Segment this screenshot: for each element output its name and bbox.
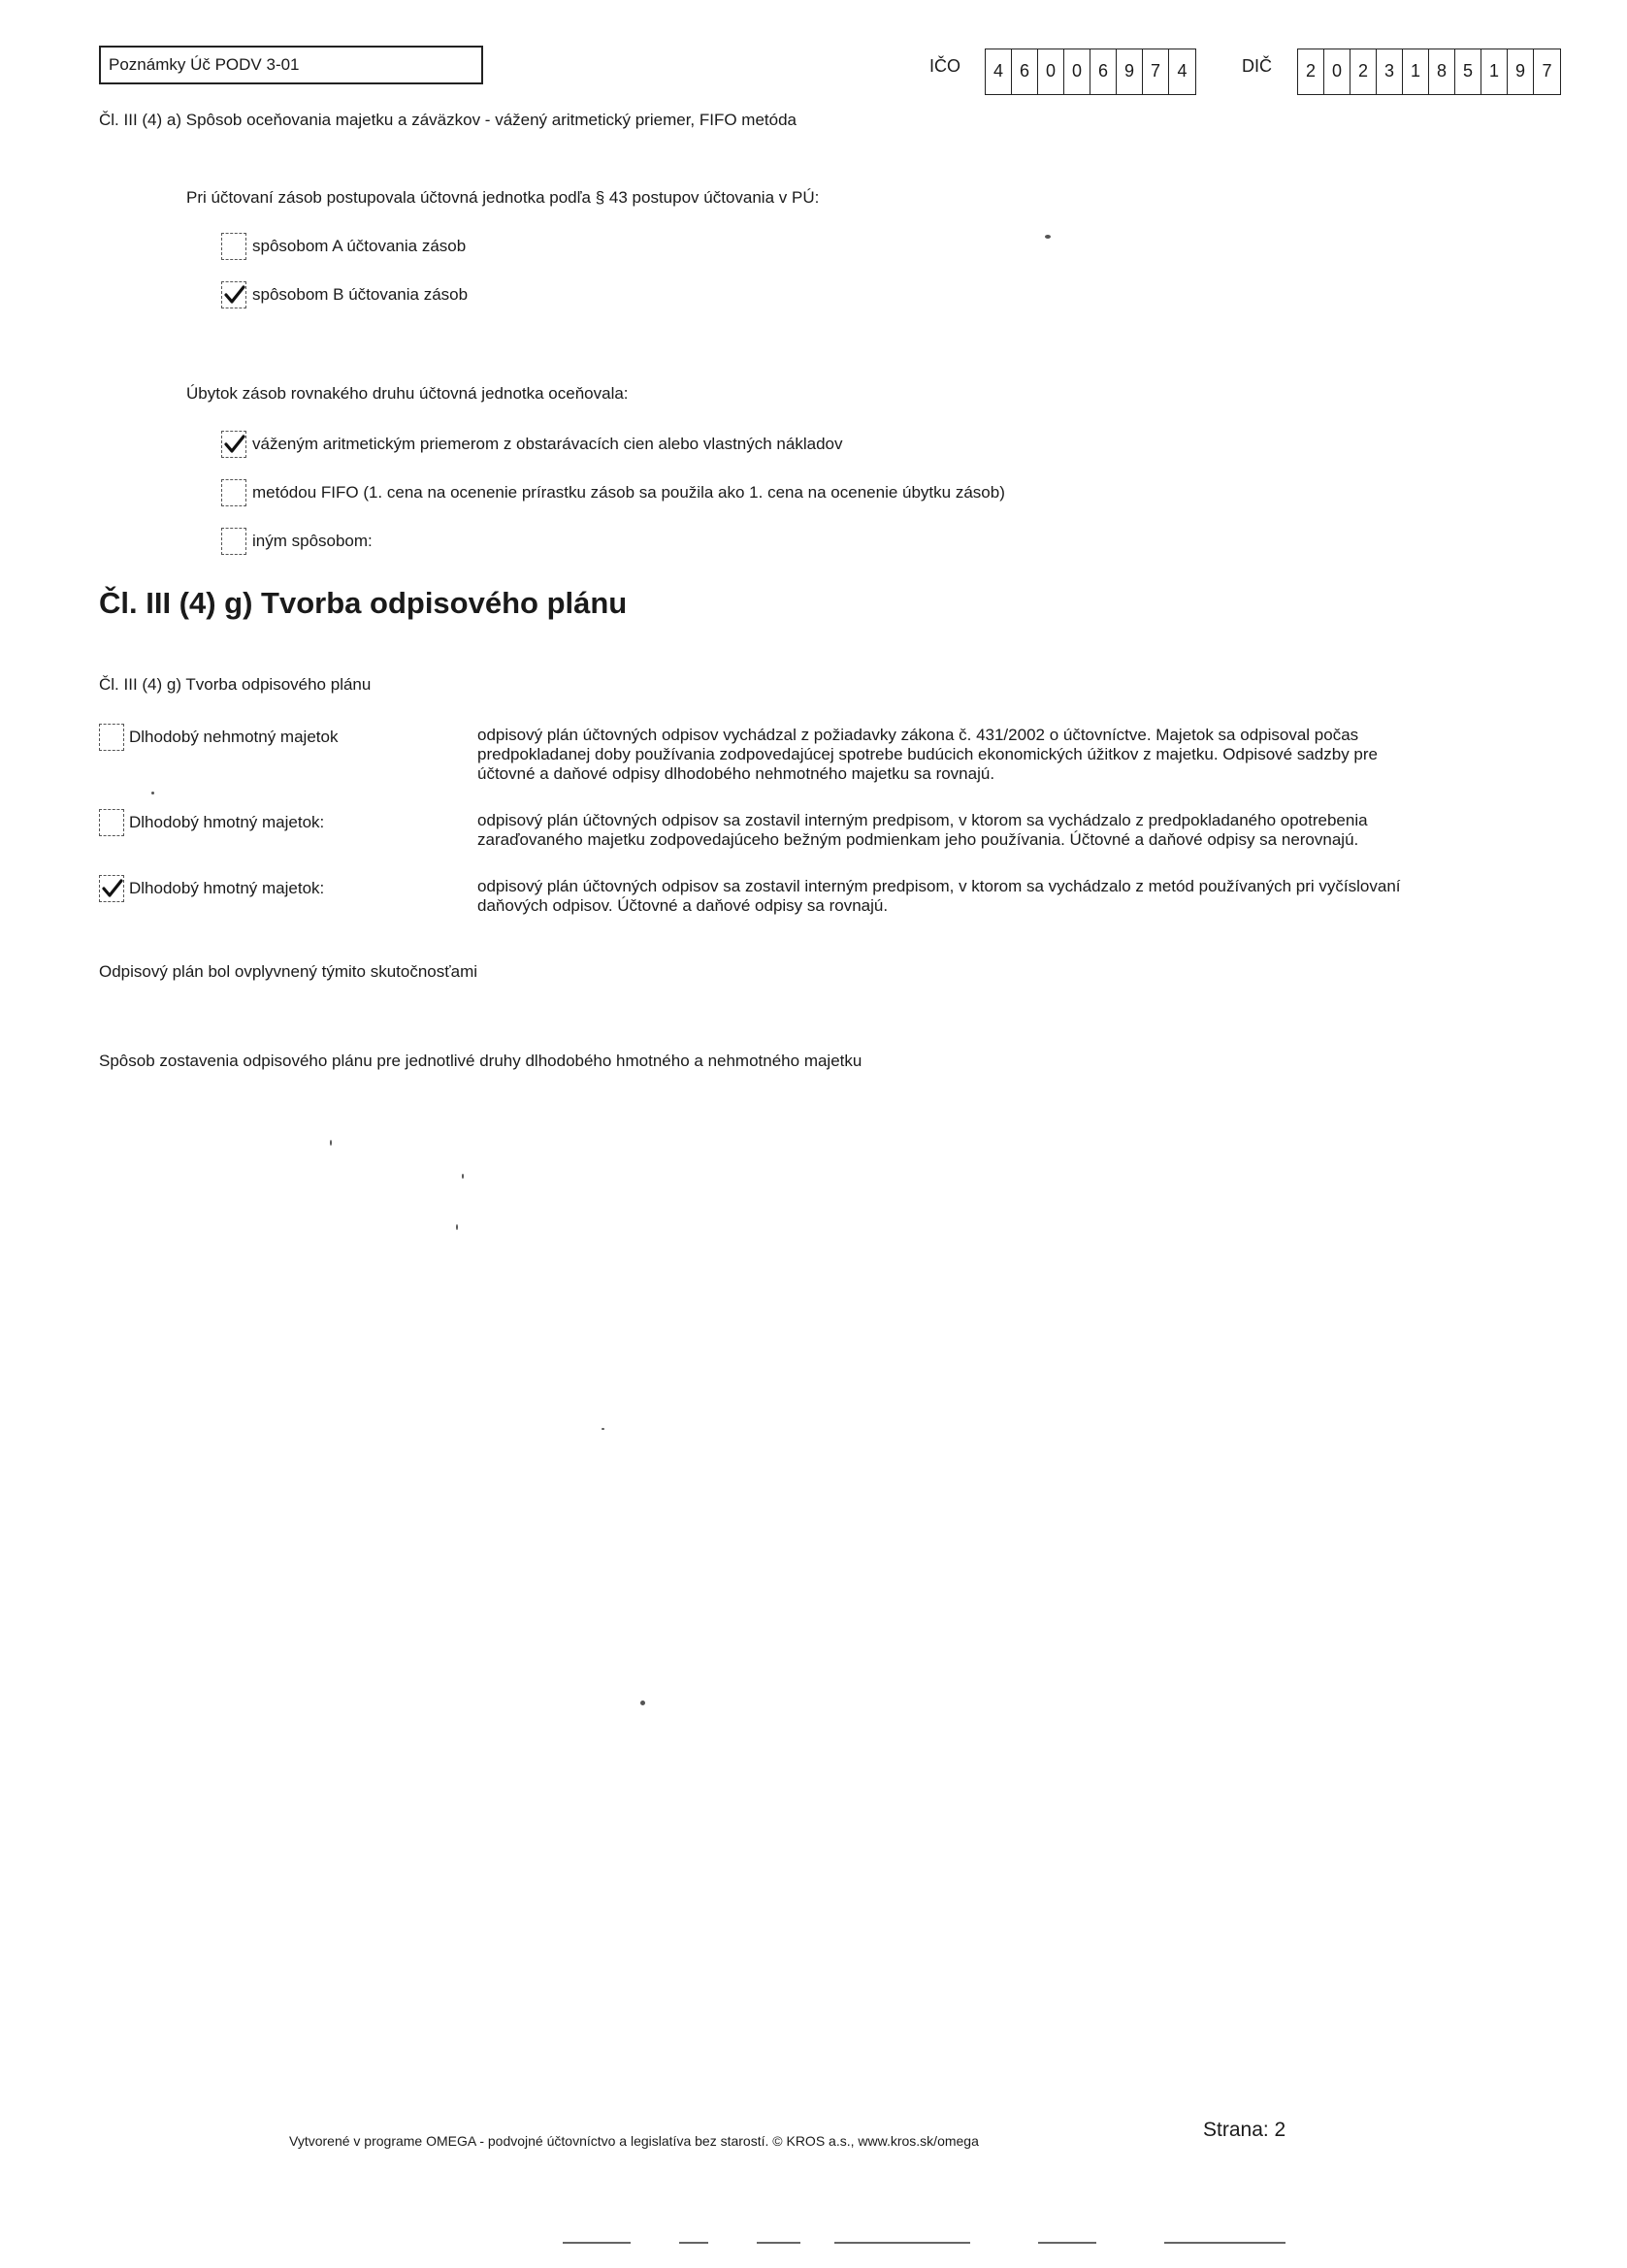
dic-label: DIČ (1242, 56, 1272, 76)
bottom-edge-mark (679, 2242, 708, 2244)
page-number: Strana: 2 (1203, 2119, 1286, 2141)
option-method-a-label: spôsobom A účtovania zásob (252, 237, 467, 255)
ico-digit: 4 (1177, 61, 1188, 81)
bottom-edge-mark (834, 2242, 970, 2244)
footer-credit: Vytvorené v programe OMEGA - podvojné účtovníctvo a legislatíva bez starostí. © KROS a.s., www.kros.sk/omega (289, 2133, 979, 2149)
checkmark-icon (102, 879, 123, 898)
text-line: účtovné a daňové odpisy dlhodobého nehmotného majetku sa rovnajú. (477, 764, 995, 783)
checkbox-fifo[interactable] (221, 479, 246, 506)
influenced-text: Odpisový plán bol ovplyvnený týmito skutočnosťami (99, 962, 478, 981)
section-g-subheading: Čl. III (4) g) Tvorba odpisového plánu (99, 675, 372, 694)
row-tangible-2-label: Dlhodobý hmotný majetok: (129, 879, 325, 897)
text-line: predpokladanej doby používania zodpovedajúcej spotrebe budúcich ekonomických úžitkov z majetku. Odpisové sadzby pre (477, 745, 1379, 763)
dic-digit: 7 (1542, 61, 1552, 81)
text-line: daňových odpisov. Účtovné a daňové odpisy sa rovnajú. (477, 896, 889, 915)
scan-speck (1045, 235, 1051, 239)
dic-digit: 2 (1350, 49, 1377, 94)
ico-digit: 7 (1143, 49, 1169, 94)
checkbox-method-b[interactable] (221, 281, 246, 308)
checkbox-tangible-2[interactable] (99, 875, 124, 902)
section-g-heading: Čl. III (4) g) Tvorba odpisového plánu (99, 586, 628, 620)
dic-digit: 0 (1324, 49, 1350, 94)
scan-speck (602, 1428, 604, 1430)
option-method-b-label: spôsobom B účtovania zásob (252, 285, 469, 304)
dic-digit: 5 (1455, 49, 1481, 94)
checkmark-icon (224, 285, 245, 305)
scan-speck (462, 1174, 464, 1179)
ico-digit: 9 (1117, 49, 1143, 94)
ico-digit: 6 (1090, 49, 1117, 94)
text-line: odpisový plán účtovných odpisov vychádzal z požiadavky zákona č. 431/2002 o účtovníctve. Majetok sa odpisoval počas (477, 726, 1359, 744)
text-line: zaraďovaného majetku zodpovedajúceho bežným podmienkam jeho používania. Účtovné a daňové odpisy sa nerovnajú. (477, 830, 1359, 849)
row-tangible-1-text (477, 811, 1535, 850)
bottom-edge-mark (563, 2242, 631, 2244)
option-other-label: iným spôsobom: (252, 532, 373, 550)
dic-digit: 9 (1508, 49, 1534, 94)
scan-speck (330, 1140, 332, 1146)
ico-label: IČO (929, 56, 961, 76)
text-line: odpisový plán účtovných odpisov sa zostavil interným predpisom, v ktorom sa vychádzalo z metód používaných pri vyčíslovaní (477, 877, 1401, 895)
checkbox-other[interactable] (221, 528, 246, 555)
ico-digit: 0 (1038, 49, 1064, 94)
scan-speck (151, 792, 154, 794)
bottom-edge-mark (757, 2242, 800, 2244)
q1-text: Pri účtovaní zásob postupovala účtovná jednotka podľa § 43 postupov účtovania v PÚ: (186, 188, 820, 207)
section-a-title: Čl. III (4) a) Spôsob oceňovania majetku a záväzkov - vážený aritmetický priemer, FIFO metóda (99, 111, 797, 129)
method-text: Spôsob zostavenia odpisového plánu pre jednotlivé druhy dlhodobého hmotného a nehmotného majetku (99, 1052, 862, 1070)
checkbox-intangible[interactable] (99, 724, 124, 751)
ico-digit: 6 (1012, 49, 1038, 94)
dic-digit: 1 (1481, 49, 1508, 94)
row-intangible-label: Dlhodobý nehmotný majetok (129, 728, 339, 746)
dic-digit: 1 (1403, 49, 1429, 94)
text-line: odpisový plán účtovných odpisov sa zostavil interným predpisom, v ktorom sa vychádzalo z predpokladaného opotrebenia (477, 811, 1368, 829)
checkbox-tangible-1[interactable] (99, 809, 124, 836)
checkbox-weighted-average[interactable] (221, 431, 246, 458)
bottom-edge-mark (1164, 2242, 1285, 2244)
row-tangible-2-text (477, 877, 1535, 916)
scan-speck (456, 1224, 458, 1230)
option-weighted-average-label: váženým aritmetickým priemerom z obstarávacích cien alebo vlastných nákladov (252, 435, 843, 453)
dic-digits (1297, 49, 1561, 95)
ico-digit: 0 (1064, 49, 1090, 94)
q2-text: Úbytok zásob rovnakého druhu účtovná jednotka oceňovala: (186, 384, 629, 403)
dic-digit: 2 (1298, 49, 1324, 94)
scan-speck (640, 1701, 645, 1705)
row-tangible-1-label: Dlhodobý hmotný majetok: (129, 813, 325, 831)
bottom-edge-mark (1038, 2242, 1096, 2244)
checkmark-icon (224, 435, 245, 454)
form-id: Poznámky Úč PODV 3-01 (99, 46, 483, 84)
dic-digit: 3 (1377, 49, 1403, 94)
option-fifo-label: metódou FIFO (1. cena na ocenenie prírastku zásob sa použila ako 1. cena na ocenenie úbytku zásob) (252, 483, 1005, 502)
ico-digits (985, 49, 1196, 95)
row-intangible-text (477, 726, 1535, 784)
ico-digit: 4 (986, 49, 1012, 94)
dic-digit: 8 (1429, 49, 1455, 94)
checkbox-method-a[interactable] (221, 233, 246, 260)
